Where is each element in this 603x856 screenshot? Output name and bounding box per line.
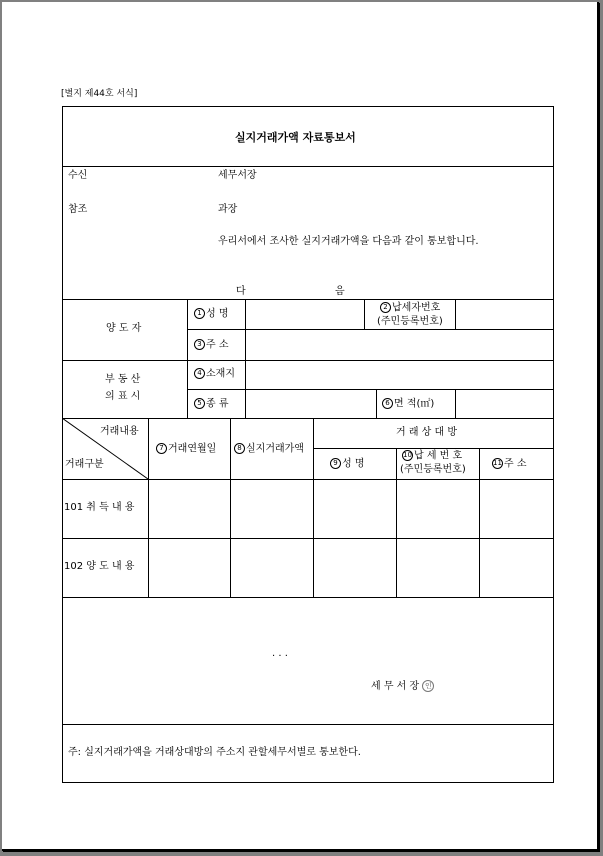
notice-text: 우리서에서 조사한 실지거래가액을 다음과 같이 통보합니다. [218, 236, 479, 247]
form-page [2, 2, 599, 851]
signature: 세 무 서 장 인 [371, 680, 434, 693]
date-line: . . . [272, 648, 288, 659]
party-tax-sub: (주민등록번호) [400, 464, 466, 475]
property-area-label: 6 면 적(㎡) [382, 398, 434, 411]
divider [62, 299, 554, 300]
form-title: 실지거래가액 자료통보서 [235, 131, 356, 144]
property-loc-label: 4 소재지 [194, 368, 235, 381]
seal-icon: 인 [422, 680, 434, 692]
seller-tax-sub: (주민등록번호) [377, 316, 443, 327]
divider [62, 538, 554, 539]
property-type-label: 5 종 류 [194, 398, 229, 411]
seller-addr-label: 3 주 소 [194, 339, 229, 352]
divider [313, 418, 314, 597]
recipient-value: 세무서장 [218, 170, 257, 181]
property-label-1: 부 동 산 [105, 374, 141, 385]
footnote: 주: 실지거래가액을 거래상대방의 주소지 관할세무서별로 통보한다. [68, 747, 361, 758]
divider [396, 448, 397, 597]
divider [187, 299, 188, 419]
party-header: 거 래 상 대 방 [396, 427, 458, 438]
row-acquisition: 101 취 득 내 용 [64, 502, 135, 513]
divider [364, 299, 365, 329]
party-tax-label: 10 납 세 번 호 [403, 450, 463, 462]
divider [455, 389, 456, 419]
seller-name-label: 1 성 명 [194, 308, 229, 321]
divider [62, 724, 554, 725]
divider [455, 299, 456, 329]
form-reference: [별지 제44호 서식] [61, 89, 138, 99]
divider [245, 299, 246, 419]
divider [187, 329, 554, 330]
divider [62, 360, 554, 361]
party-name-label: 9 성 명 [330, 458, 365, 471]
below-heading-1: 다 [236, 286, 246, 297]
divider [313, 448, 554, 449]
diag-bottom-label: 거래구분 [65, 459, 104, 470]
recipient-label: 수신 [68, 170, 88, 181]
seller-tax-label: 2 납세자번호 [380, 302, 440, 315]
row-transfer: 102 양 도 내 용 [64, 561, 135, 572]
trade-date-label: 7 거래연월일 [156, 443, 216, 456]
divider [62, 479, 554, 480]
reference-label: 참조 [68, 204, 88, 215]
diag-top-label: 거래내용 [100, 426, 139, 437]
divider [479, 448, 480, 597]
divider [62, 597, 554, 598]
below-heading-2: 음 [335, 286, 345, 297]
reference-value: 과장 [218, 204, 238, 215]
divider [187, 389, 554, 390]
trade-price-label: 8 실지거래가액 [234, 443, 304, 456]
divider [62, 166, 554, 167]
property-label-2: 의 표 시 [105, 391, 141, 402]
seller-label: 양 도 자 [106, 323, 142, 334]
divider [376, 389, 377, 419]
divider [230, 418, 231, 597]
party-addr-label: 11 주 소 [493, 458, 527, 470]
